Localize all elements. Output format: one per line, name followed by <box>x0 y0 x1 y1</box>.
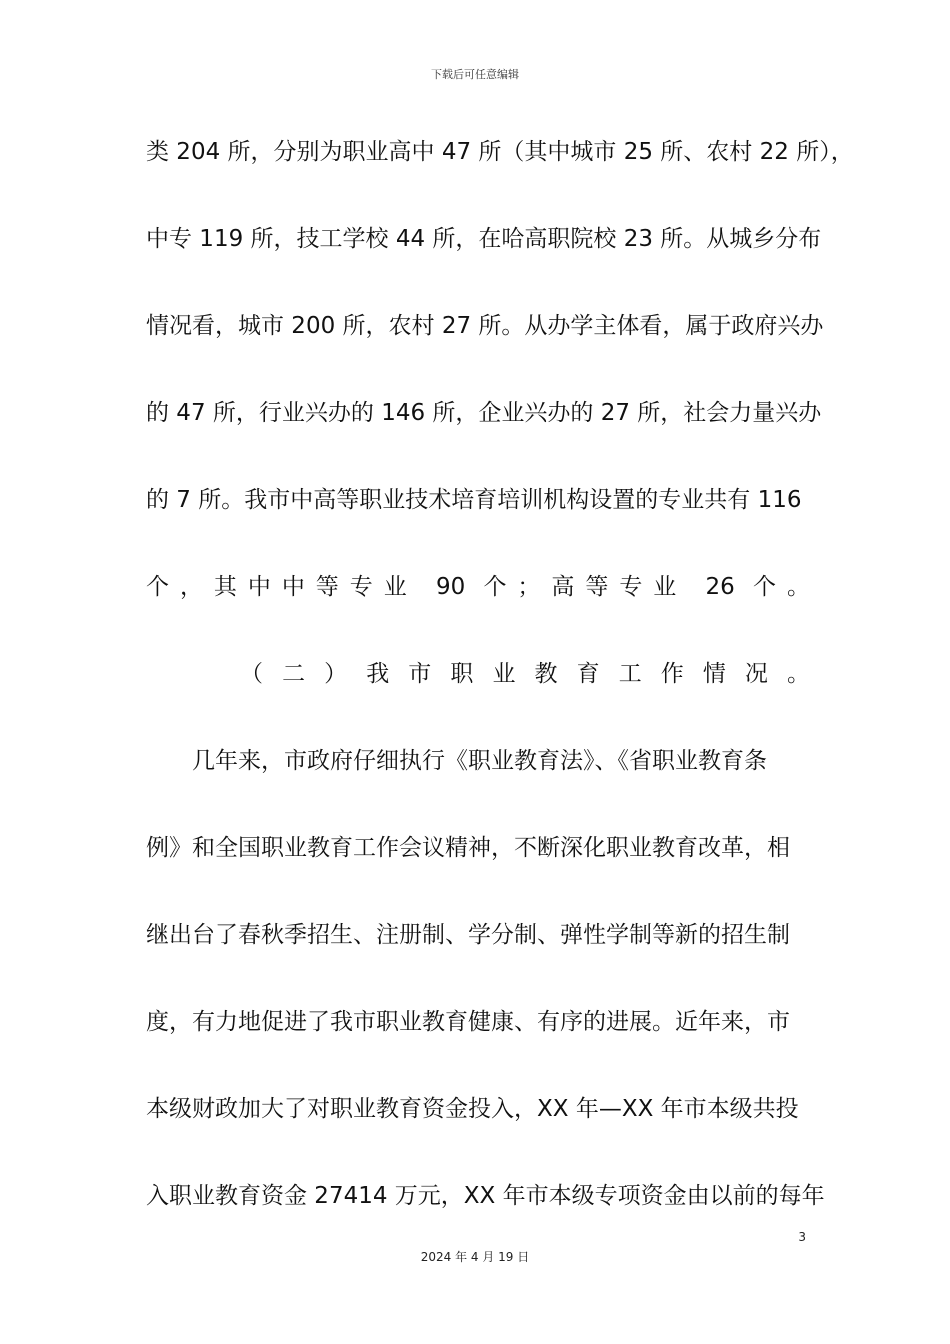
page-header: 下载后可任意编辑 <box>431 68 519 81</box>
text-line: 的 7 所。我市中高等职业技术培育培训机构设置的专业共有 116 <box>146 487 802 513</box>
text-line-justified: 个，其中中等专业 90 个；高等专业 26 个。 <box>146 574 810 600</box>
page-number: 3 <box>798 1230 806 1244</box>
text-line: 度，有力地促进了我市职业教育健康、有序的进展。近年来，市 <box>146 1009 790 1035</box>
text-line: 例》和全国职业教育工作会议精神，不断深化职业教育改革，相 <box>146 835 790 861</box>
text-line: 中专 119 所，技工学校 44 所，在哈高职院校 23 所。从城乡分布 <box>146 226 822 252</box>
document-body <box>146 126 854 1257</box>
section-heading: （二）我市职业教育工作情况。 <box>240 661 810 687</box>
text-line: 类 204 所，分别为职业高中 47 所（其中城市 25 所、农村 22 所）， <box>146 139 854 165</box>
text-line: 本级财政加大了对职业教育资金投入，XX 年—XX 年市本级共投 <box>146 1096 799 1122</box>
text-line: 的 47 所，行业兴办的 146 所，企业兴办的 27 所，社会力量兴办 <box>146 400 822 426</box>
text-line: 入职业教育资金 27414 万元，XX 年市本级专项资金由以前的每年 <box>146 1183 825 1209</box>
text-line: 继出台了春秋季招生、注册制、学分制、弹性学制等新的招生制 <box>146 922 790 948</box>
text-line: 情况看，城市 200 所，农村 27 所。从办学主体看，属于政府兴办 <box>146 313 824 339</box>
paragraph-first-line: 几年来，市政府仔细执行《职业教育法》、《省职业教育条 <box>192 748 767 774</box>
footer-date: 2024 年 4 月 19 日 <box>420 1250 530 1264</box>
